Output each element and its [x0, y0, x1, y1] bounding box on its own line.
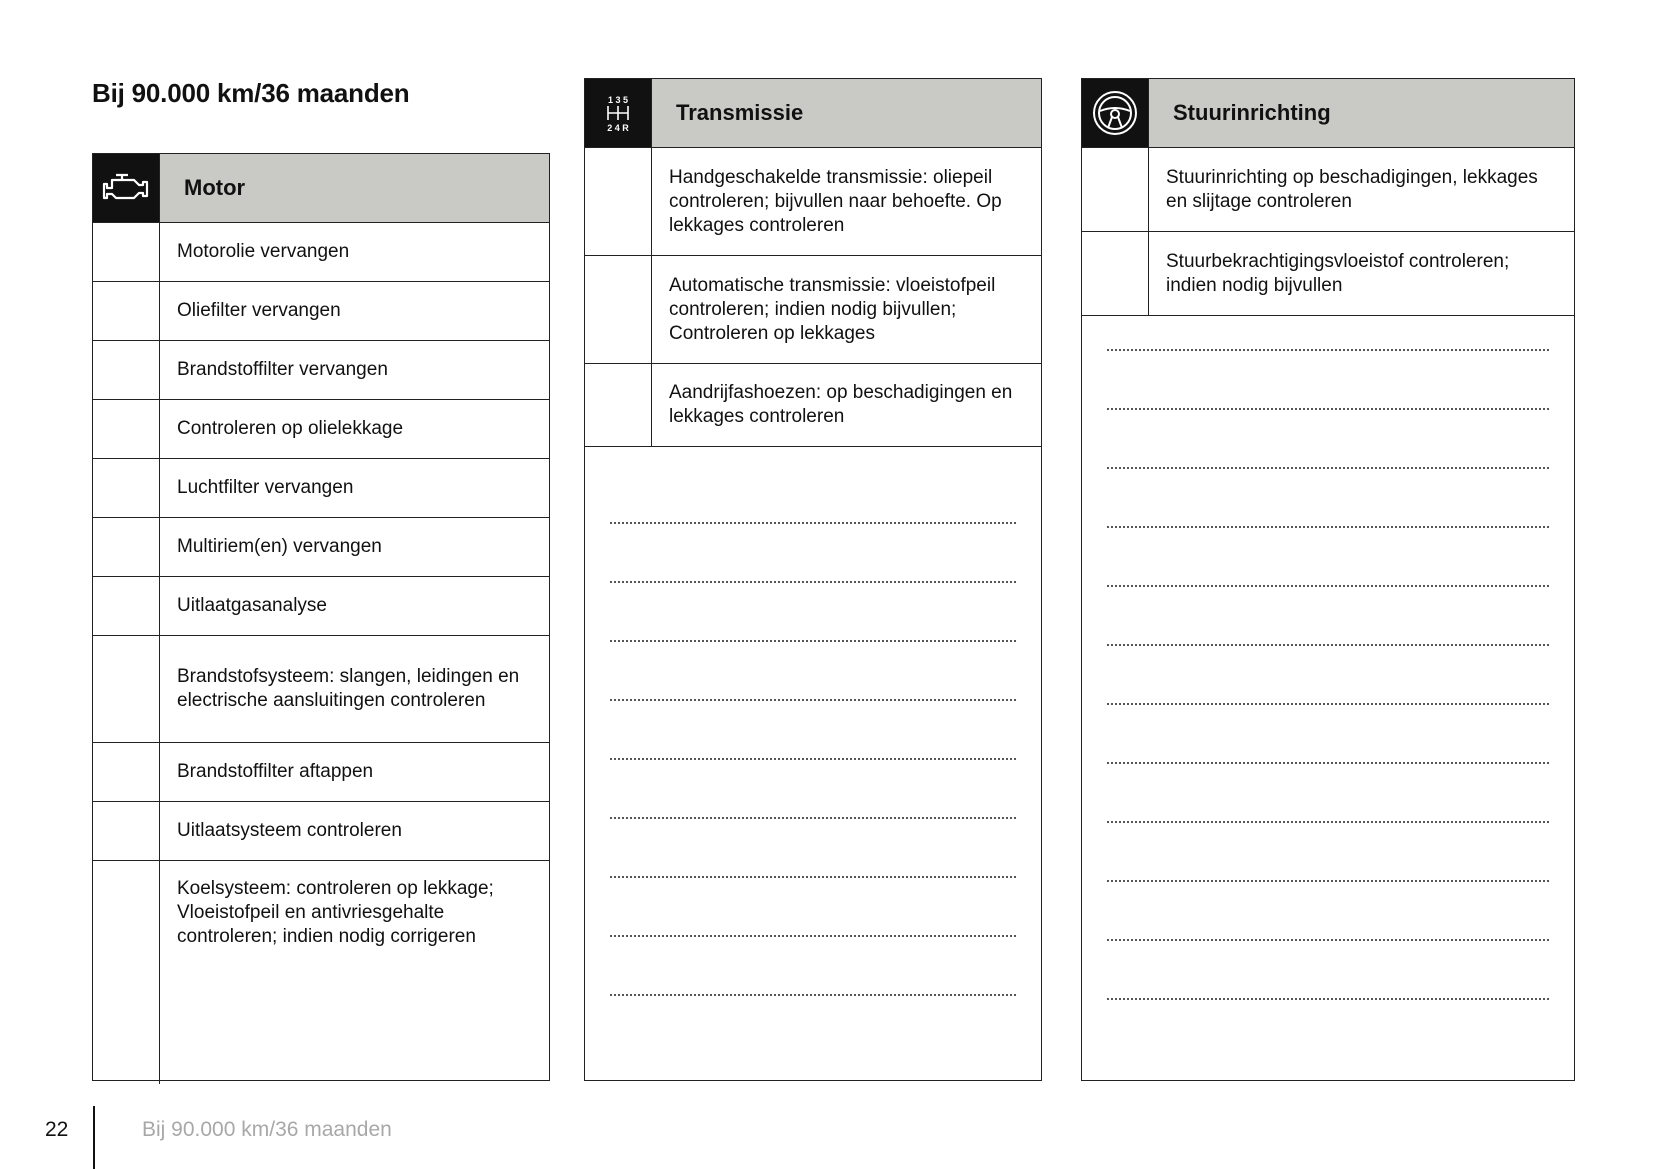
checklist-row	[585, 256, 1041, 364]
check-box[interactable]	[93, 223, 160, 281]
note-line	[1107, 880, 1549, 882]
checklist-row	[93, 518, 549, 577]
checklist-row	[93, 743, 549, 802]
note-line	[610, 876, 1016, 878]
checklist-row	[93, 577, 549, 636]
checklist-row	[93, 223, 549, 282]
checklist-row	[93, 802, 549, 861]
motor-panel	[92, 153, 550, 1081]
check-box[interactable]	[93, 400, 160, 458]
note-line	[610, 994, 1016, 996]
checklist-row	[93, 459, 549, 518]
checklist-item: Brandstofsysteem: slangen, leidingen en electrische aansluitingen controleren	[177, 666, 520, 711]
notes-area[interactable]	[1082, 316, 1574, 1076]
note-line	[1107, 703, 1549, 705]
checklist-item: Controleren op olielekkage	[177, 418, 404, 439]
note-line	[610, 640, 1016, 642]
note-line	[1107, 762, 1549, 764]
checklist-item: Koelsysteem: controleren op lekkage; Vloeistofpeil en antivriesgehalte controleren; indien nodig corrigeren	[177, 878, 494, 947]
checklist-item: Brandstoffilter aftappen	[177, 761, 374, 782]
check-box[interactable]	[93, 282, 160, 340]
checklist-row	[1082, 148, 1574, 232]
checklist-item: Automatische transmissie: vloeistofpeil controleren; indien nodig bijvullen; Controleren op lekkages	[669, 274, 996, 344]
note-line	[1107, 467, 1549, 469]
checklist-row	[93, 400, 549, 459]
note-line	[610, 699, 1016, 701]
check-box[interactable]	[585, 148, 652, 255]
note-line	[1107, 998, 1549, 1000]
note-line	[610, 581, 1016, 583]
page-number: 22	[45, 1118, 69, 1141]
note-line	[610, 817, 1016, 819]
note-line	[610, 935, 1016, 937]
checklist-row	[585, 364, 1041, 447]
notes-area[interactable]	[585, 447, 1041, 1047]
checklist-item: Oliefilter vervangen	[177, 300, 341, 321]
checklist-item: Uitlaatsysteem controleren	[177, 820, 402, 841]
transmissie-title: Transmissie	[676, 100, 804, 125]
checklist-row	[93, 636, 549, 743]
note-line	[1107, 349, 1549, 351]
transmissie-header	[585, 79, 1041, 148]
checklist-row	[93, 861, 549, 1084]
check-box[interactable]	[1082, 232, 1149, 315]
check-box[interactable]	[93, 459, 160, 517]
note-line	[1107, 644, 1549, 646]
note-line	[1107, 408, 1549, 410]
check-box[interactable]	[1082, 148, 1149, 231]
checklist-row	[585, 148, 1041, 256]
checklist-row	[93, 341, 549, 400]
note-line	[1107, 526, 1549, 528]
check-box[interactable]	[93, 518, 160, 576]
page-title: Bij 90.000 km/36 maanden	[92, 78, 410, 108]
note-line	[610, 522, 1016, 524]
transmissie-panel	[584, 78, 1042, 1081]
note-line	[1107, 821, 1549, 823]
check-box[interactable]	[93, 577, 160, 635]
gear-shift-icon	[585, 79, 652, 147]
checklist-item: Stuurbekrachtigingsvloeistof controleren; indien nodig bijvullen	[1166, 250, 1510, 296]
check-box[interactable]	[585, 364, 652, 446]
note-line	[1107, 939, 1549, 941]
note-line	[1107, 585, 1549, 587]
checklist-item: Luchtfilter vervangen	[177, 477, 354, 498]
checklist-item: Aandrijfashoezen: op beschadigingen en lekkages controleren	[669, 382, 1013, 427]
gear-shift-icon-bottom: 2 4 R	[607, 123, 629, 133]
footer-divider	[93, 1106, 95, 1169]
motor-header	[93, 154, 549, 223]
checklist-row	[1082, 232, 1574, 316]
steering-wheel-icon	[1082, 79, 1149, 147]
checklist-item: Handgeschakelde transmissie: oliepeil controleren; bijvullen naar behoefte. Op lekkages controleren	[669, 166, 1002, 236]
checklist-item: Motorolie vervangen	[177, 241, 350, 262]
engine-icon	[93, 154, 160, 222]
check-box[interactable]	[93, 341, 160, 399]
stuurinrichting-title: Stuurinrichting	[1173, 100, 1331, 125]
motor-title: Motor	[184, 175, 246, 200]
check-box[interactable]	[93, 743, 160, 801]
note-line	[610, 758, 1016, 760]
check-box[interactable]	[93, 861, 160, 1084]
stuurinrichting-header	[1082, 79, 1574, 148]
checklist-item: Uitlaatgasanalyse	[177, 595, 327, 616]
check-box[interactable]	[585, 256, 652, 363]
checklist-row	[93, 282, 549, 341]
check-box[interactable]	[93, 636, 160, 742]
checklist-item: Brandstoffilter vervangen	[177, 359, 388, 380]
checklist-item: Stuurinrichting op beschadigingen, lekkages en slijtage controleren	[1166, 166, 1538, 212]
check-box[interactable]	[93, 802, 160, 860]
footer-text: Bij 90.000 km/36 maanden	[142, 1118, 392, 1141]
gear-shift-icon-top: 1 3 5	[607, 95, 629, 105]
checklist-item: Multiriem(en) vervangen	[177, 536, 382, 557]
stuurinrichting-panel	[1081, 78, 1575, 1081]
